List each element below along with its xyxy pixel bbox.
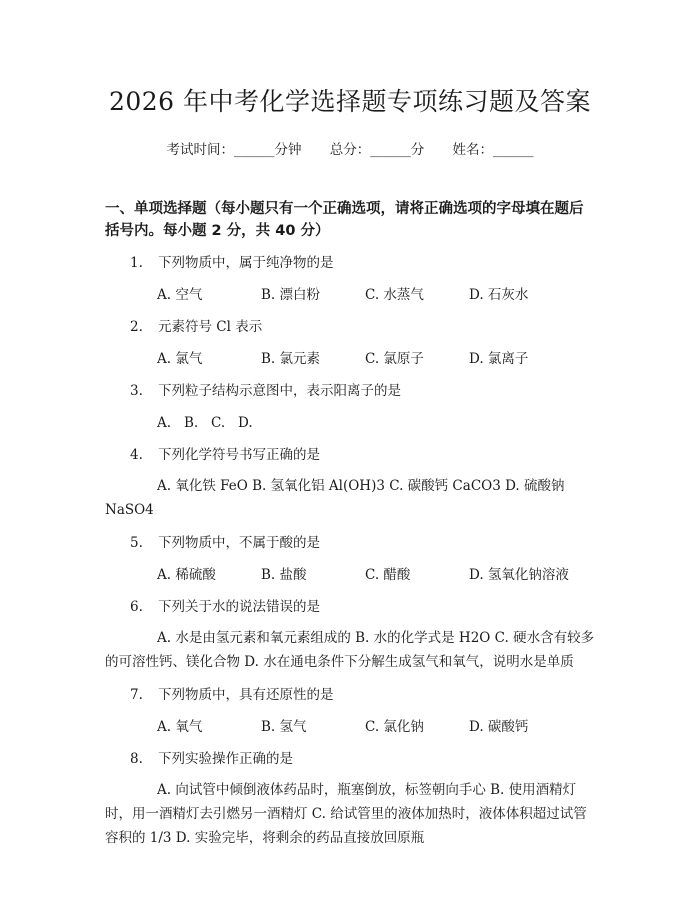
- question-text: 下列物质中，属于纯净物的是: [158, 255, 334, 271]
- question-stem: [105, 532, 595, 554]
- question-item: [105, 252, 595, 306]
- answer-option: A. 氧气: [157, 719, 203, 735]
- answer-option: A.: [157, 415, 172, 431]
- page-title: 2026 年中考化学选择题专项练习题及答案: [108, 87, 592, 116]
- question-number: 5.: [130, 535, 143, 551]
- question-number: 2.: [130, 319, 143, 335]
- option-row: [105, 412, 595, 434]
- answer-option: D. 石灰水: [469, 287, 529, 303]
- exam-time-field: 考试时间：______分钟: [166, 142, 302, 158]
- option-paragraph: A. 向试管中倾倒液体药品时，瓶塞倒放，标签朝向手心 B. 使用酒精灯时，用一酒精灯去引燃另一酒精灯 C. 给试管里的液体加热时，液体体积超过试管容积的 1/3 D. 实验完毕，将剩余的药品直接放回原瓶: [105, 782, 587, 846]
- question-item: [105, 444, 595, 522]
- exam-meta: [105, 138, 595, 158]
- question-number: 8.: [130, 751, 143, 767]
- option-paragraph: A. 氧化铁 FeO B. 氢氧化铝 Al(OH)3 C. 碳酸钙 CaCO3 D. 硫酸钠 NaSO4: [105, 478, 565, 518]
- question-stem: [105, 684, 595, 706]
- question-text: 下列物质中，具有还原性的是: [158, 687, 334, 703]
- answer-option: B. 氢气: [261, 719, 307, 735]
- answer-option: A. 空气: [157, 287, 203, 303]
- question-text: 下列物质中，不属于酸的是: [158, 535, 320, 551]
- question-stem: [105, 316, 595, 338]
- question-number: 3.: [130, 383, 143, 399]
- option-row: [105, 716, 595, 738]
- question-text: 下列实验操作正确的是: [158, 751, 293, 767]
- option-row: [105, 564, 595, 586]
- question-stem: [105, 596, 595, 618]
- question-item: [105, 380, 595, 434]
- answer-option: C.: [211, 415, 226, 431]
- question-text: 下列粒子结构示意图中，表示阳离子的是: [158, 383, 401, 399]
- question-number: 4.: [130, 447, 143, 463]
- question-item: [105, 532, 595, 586]
- question-stem: [105, 380, 595, 402]
- answer-option: B. 氯元素: [261, 351, 321, 367]
- answer-option: D. 氯离子: [469, 351, 529, 367]
- answer-option: A. 稀硫酸: [157, 567, 216, 583]
- answer-option: B.: [184, 415, 199, 431]
- question-stem: [105, 444, 595, 466]
- section-heading: 一、单项选择题（每小题只有一个正确选项，请将正确选项的字母填在题后括号内。每小题 2 分，共 40 分）: [105, 201, 584, 239]
- name-field: 姓名：______: [452, 142, 534, 158]
- question-text: 元素符号 Cl 表示: [158, 319, 263, 335]
- question-item: [105, 748, 595, 850]
- question-stem: [105, 748, 595, 770]
- answer-option: C. 氯原子: [365, 351, 424, 367]
- answer-option: A. 氯气: [157, 351, 203, 367]
- answer-option: C. 氯化钠: [365, 719, 424, 735]
- answer-option: C. 醋酸: [365, 567, 411, 583]
- answer-option: D. 氢氧化钠溶液: [469, 567, 569, 583]
- question-stem: [105, 252, 595, 274]
- option-row: [105, 284, 595, 306]
- answer-option: B. 盐酸: [261, 567, 307, 583]
- question-text: 下列关于水的说法错误的是: [158, 599, 320, 615]
- option-paragraph: A. 水是由氢元素和氧元素组成的 B. 水的化学式是 H2O C. 硬水含有较多的可溶性钙、镁化合物 D. 水在通电条件下分解生成氢气和氧气，说明水是单质: [105, 630, 595, 670]
- question-list: [105, 252, 595, 850]
- answer-option: C. 水蒸气: [365, 287, 424, 303]
- question-number: 6.: [130, 599, 143, 615]
- answer-option: D. 碳酸钙: [469, 719, 529, 735]
- question-item: [105, 684, 595, 738]
- question-item: [105, 596, 595, 674]
- answer-option: D.: [238, 415, 253, 431]
- question-number: 7.: [130, 687, 143, 703]
- question-item: [105, 316, 595, 370]
- option-row: [105, 348, 595, 370]
- question-number: 1.: [130, 255, 143, 271]
- total-score-field: 总分：______分: [329, 142, 425, 158]
- question-text: 下列化学符号书写正确的是: [158, 447, 320, 463]
- answer-option: B. 漂白粉: [261, 287, 321, 303]
